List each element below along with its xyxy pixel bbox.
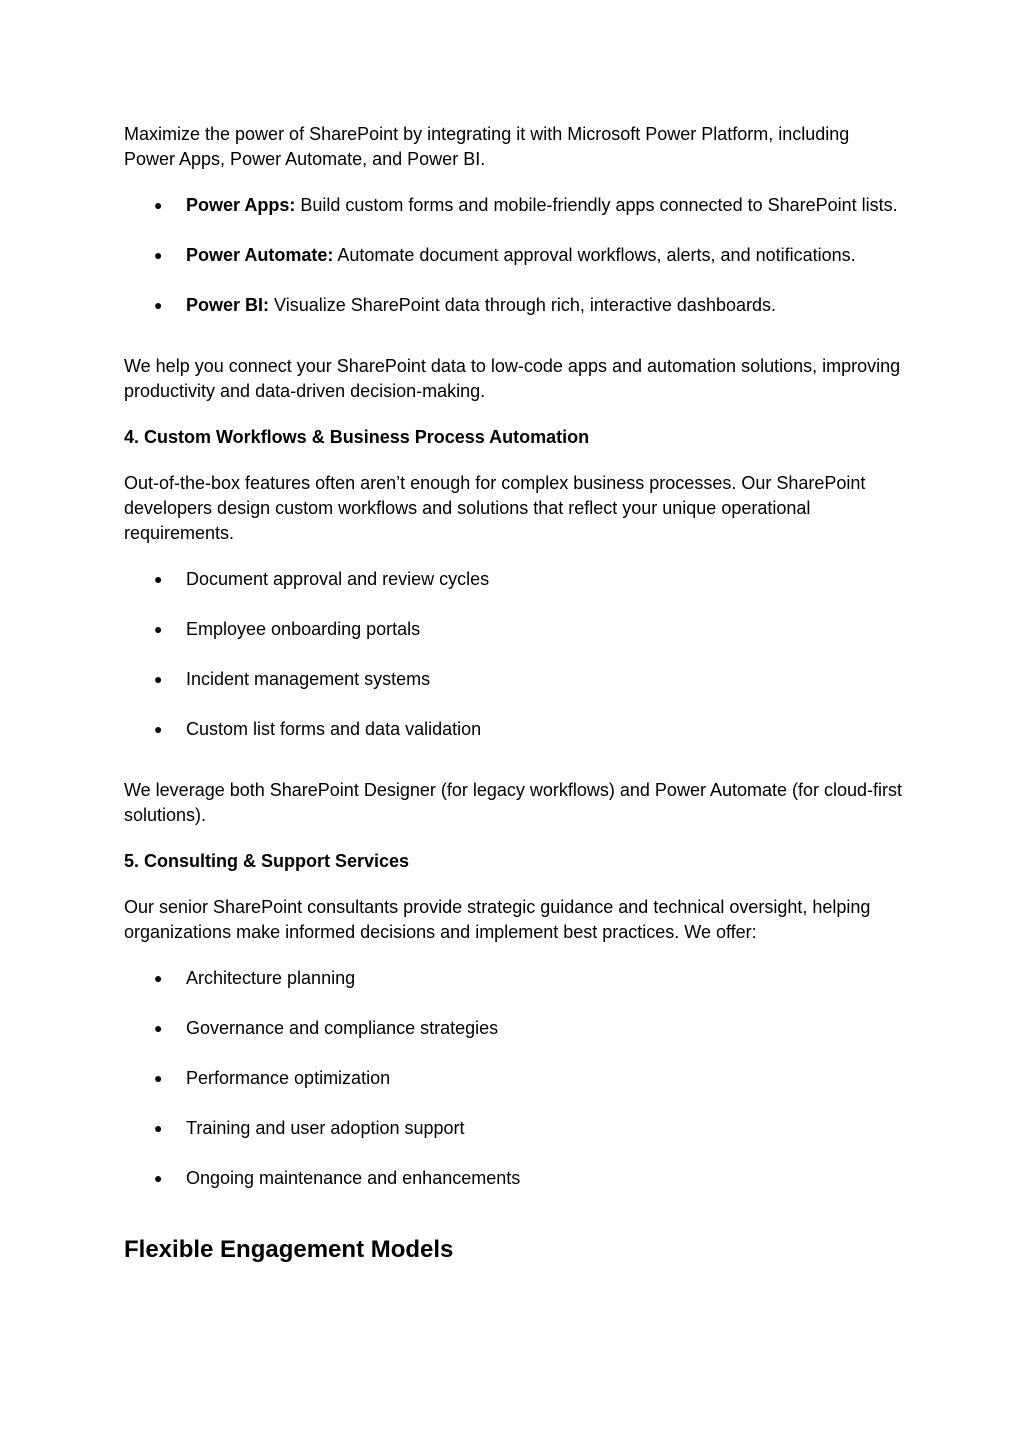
list-item — [124, 667, 904, 692]
list-item-text: Architecture planning — [186, 968, 356, 988]
bullet-icon: ● — [154, 1170, 163, 1186]
bullet-icon: ● — [154, 571, 163, 587]
list-item-text: Ongoing maintenance and enhancements — [186, 1168, 521, 1188]
section-4-list — [124, 567, 904, 742]
section-5-list — [124, 966, 904, 1191]
bullet-icon: ● — [154, 247, 163, 263]
section-4-heading: 4. Custom Workflows & Business Process Automation — [124, 427, 590, 447]
list-item-desc: Automate document approval workflows, alerts, and notifications. — [333, 245, 856, 265]
bullet-icon: ● — [154, 297, 163, 313]
bullet-icon: ● — [154, 197, 163, 213]
list-item — [124, 617, 904, 642]
flexible-engagement-heading: Flexible Engagement Models — [124, 1236, 454, 1263]
bullet-icon: ● — [154, 1020, 163, 1036]
list-item-text: Incident management systems — [186, 669, 431, 689]
list-item — [124, 1116, 904, 1141]
list-item-term: Power BI: — [186, 295, 270, 315]
bullet-icon: ● — [154, 621, 163, 637]
list-item — [124, 193, 904, 218]
section-4-summary: We leverage both SharePoint Designer (for legacy workflows) and Power Automate (for cloud-first solutions). — [124, 780, 903, 825]
list-item — [124, 567, 904, 592]
list-item-term: Power Apps: — [186, 195, 296, 215]
list-item — [124, 966, 904, 991]
bullet-icon: ● — [154, 1070, 163, 1086]
bullet-icon: ● — [154, 671, 163, 687]
bullet-icon: ● — [154, 1120, 163, 1136]
list-item — [124, 717, 904, 742]
section-5-heading: 5. Consulting & Support Services — [124, 851, 410, 871]
list-item — [124, 243, 904, 268]
intro-paragraph: Maximize the power of SharePoint by integrating it with Microsoft Power Platform, including Power Apps, Power Automate, and Power BI. — [124, 124, 850, 169]
list-item-term: Power Automate: — [186, 245, 334, 265]
list-item — [124, 1166, 904, 1191]
power-summary-paragraph: We help you connect your SharePoint data to low-code apps and automation solutions, improving productivity and data-driven decision-making. — [124, 356, 901, 401]
bullet-icon: ● — [154, 721, 163, 737]
list-item-desc: Build custom forms and mobile-friendly apps connected to SharePoint lists. — [295, 195, 898, 215]
bullet-icon: ● — [154, 970, 163, 986]
list-item — [124, 1016, 904, 1041]
list-item — [124, 293, 904, 318]
power-platform-list — [124, 193, 904, 318]
list-item-text: Custom list forms and data validation — [186, 719, 482, 739]
list-item-text: Training and user adoption support — [186, 1118, 465, 1138]
section-4-body: Out-of-the-box features often aren’t enough for complex business processes. Our SharePoint developers design custom workflows and solutions that reflect your unique operational requirements. — [124, 473, 866, 543]
list-item — [124, 1066, 904, 1091]
document-page — [124, 122, 904, 1265]
list-item-text: Governance and compliance strategies — [186, 1018, 499, 1038]
list-item-text: Document approval and review cycles — [186, 569, 490, 589]
list-item-desc: Visualize SharePoint data through rich, interactive dashboards. — [269, 295, 776, 315]
list-item-text: Employee onboarding portals — [186, 619, 421, 639]
section-5-body: Our senior SharePoint consultants provide strategic guidance and technical oversight, helping organizations make informed decisions and implement best practices. We offer: — [124, 897, 871, 942]
list-item-text: Performance optimization — [186, 1068, 391, 1088]
